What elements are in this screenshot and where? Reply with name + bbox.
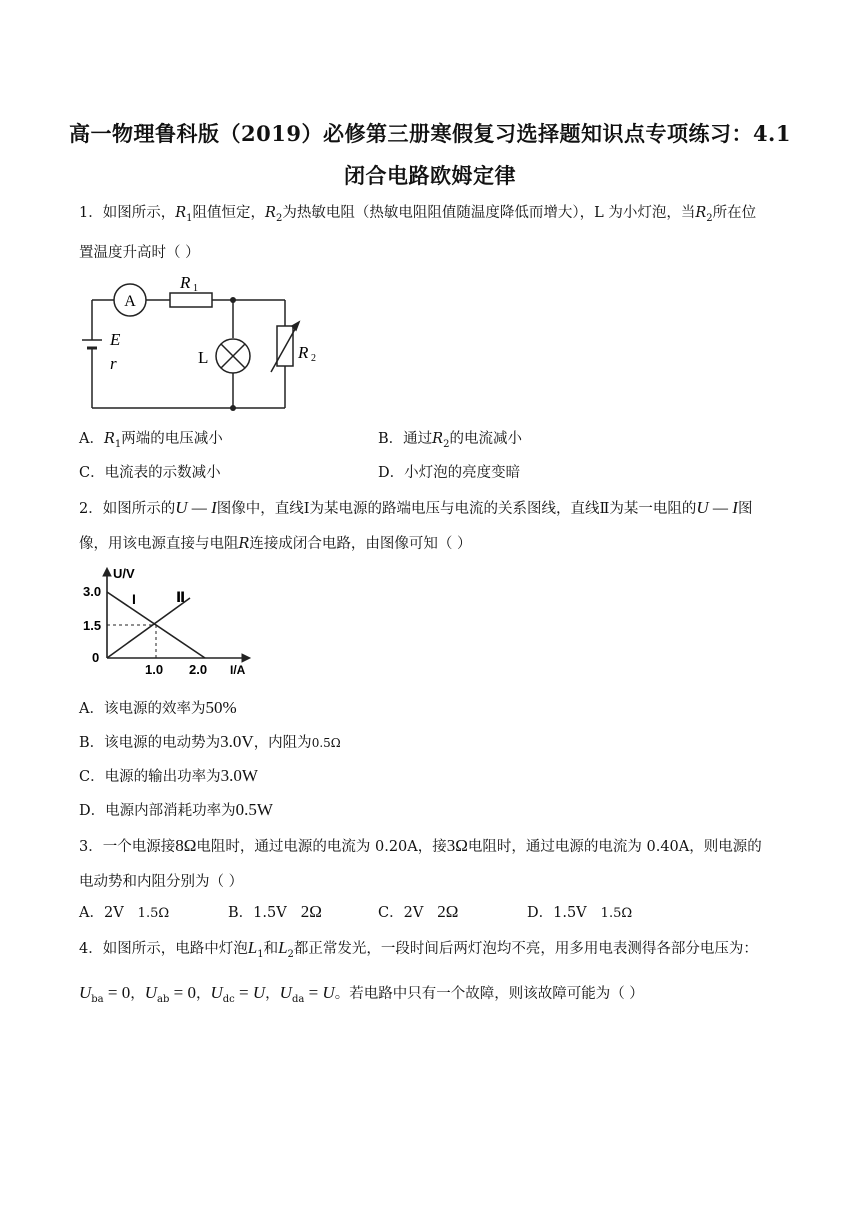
separator: ， xyxy=(196,986,211,1002)
option-value: 3.0W xyxy=(220,766,258,785)
x-tick-2: 2.0 xyxy=(189,662,208,677)
option-text: ，内阻为 xyxy=(253,735,312,751)
stem-text: 置温度升高时（ ） xyxy=(79,244,200,261)
equation-rhs: = 0 xyxy=(169,983,196,1002)
lamp-label: L xyxy=(198,348,209,367)
separator: ， xyxy=(265,986,280,1002)
resistance-value: 8Ω xyxy=(175,836,197,855)
question-1-stem xyxy=(79,196,785,271)
var-l: L xyxy=(247,938,258,957)
question-4-stem-line-2 xyxy=(79,982,644,1005)
r1-subscript: 1 xyxy=(193,283,198,294)
question-2-stem xyxy=(79,490,785,562)
option-value: 0.5W xyxy=(235,800,273,819)
q1-option-b[interactable] xyxy=(378,427,522,450)
question-number: 4． xyxy=(79,941,103,957)
resistance-value: 3Ω xyxy=(446,836,468,855)
stem-text: 电阻时，通过电源的电流为 0.40A，则电源的 xyxy=(467,839,762,855)
q3-option-d[interactable] xyxy=(527,901,632,922)
document-title-line-1: 高一物理鲁科版（2019）必修第三册寒假复习选择题知识点专项练习：4.1 xyxy=(69,121,791,146)
r2-label: R xyxy=(298,343,309,362)
q2-option-b[interactable] xyxy=(79,731,341,752)
stem-text: 电阻时，通过电源的电流为 0.20A，接 xyxy=(196,839,447,855)
internal-resistance-label: r xyxy=(110,354,117,373)
option-value: 2Ω xyxy=(300,902,322,921)
option-value: 50% xyxy=(205,698,237,717)
option-label: B．1.5V xyxy=(228,905,287,921)
question-4-stem-line-1 xyxy=(79,937,758,960)
stem-text: 图像中，直线Ⅰ为某电源的路端电压与电流的关系图线，直线Ⅱ为某一电阻的 xyxy=(216,501,697,517)
var-u: U xyxy=(252,983,266,1002)
option-value: 2Ω xyxy=(437,902,459,921)
y-axis-label: U/V xyxy=(113,566,135,581)
stem-text: 一个电源接 xyxy=(102,839,176,855)
equation-rhs: = 0 xyxy=(103,983,131,1002)
stem-text: 和 xyxy=(263,941,279,957)
var-u: U xyxy=(144,983,158,1002)
q3-option-c[interactable] xyxy=(378,901,458,922)
stem-text: 如图所示的 xyxy=(102,501,176,517)
var-r: R xyxy=(695,205,707,221)
option-label: A．该电源的效率为 xyxy=(79,701,206,717)
subscript: 2 xyxy=(443,438,450,450)
stem-text: 图 xyxy=(737,501,753,517)
var-r: R xyxy=(103,431,115,447)
q2-option-a[interactable] xyxy=(79,697,237,718)
r1-label: R xyxy=(180,273,191,292)
option-value: 1.5Ω xyxy=(600,906,633,921)
r2-subscript: 2 xyxy=(311,353,316,364)
option-label: C．电源的输出功率为 xyxy=(79,769,221,785)
var-u: U xyxy=(210,983,223,1002)
origin-label: 0 xyxy=(92,650,100,665)
subscript: 2 xyxy=(287,948,294,960)
option-label: B．通过 xyxy=(378,431,433,447)
equals-sign: = xyxy=(234,983,253,1002)
option-value: 0.5Ω xyxy=(311,736,341,750)
var-r: R xyxy=(175,205,187,221)
stem-text: 如图所示，电路中灯泡 xyxy=(102,941,248,957)
var-u: U xyxy=(322,983,335,1002)
u-i-graph-q2 xyxy=(80,566,260,678)
subscript: 2 xyxy=(275,212,283,224)
subscript: ba xyxy=(91,993,104,1005)
question-number: 2． xyxy=(79,501,103,517)
var-r: R xyxy=(432,431,444,447)
stem-text: 像，用该电源直接与电阻 xyxy=(79,536,239,552)
stem-text: 电动势和内阻分别为（ ） xyxy=(79,874,244,890)
u-i-notation: U — I xyxy=(696,498,738,517)
option-text: 两端的电压减小 xyxy=(121,431,223,447)
subscript: 2 xyxy=(706,212,713,224)
option-label: A．2V xyxy=(79,905,124,921)
stem-text: 为热敏电阻（热敏电阻阻值随温度降低而增大），L 为小灯泡，当 xyxy=(282,205,696,221)
stem-text: 如图所示， xyxy=(102,205,176,221)
var-u: U xyxy=(279,983,292,1002)
y-tick-3: 3.0 xyxy=(83,584,102,599)
subscript: dc xyxy=(222,993,235,1005)
option-label: C．2V xyxy=(378,905,424,921)
question-3-stem xyxy=(79,828,785,900)
stem-text: 都正常发光，一段时间后两灯泡均不亮，用多用电表测得各部分电压为： xyxy=(293,941,758,957)
option-value: 1.5Ω xyxy=(137,906,170,921)
document-title-line-2: 闭合电路欧姆定律 xyxy=(344,163,516,188)
subscript: 1 xyxy=(257,948,264,960)
subscript: ab xyxy=(157,993,170,1005)
q1-option-c[interactable]: C．电流表的示数减小 xyxy=(79,465,221,481)
q3-option-b[interactable] xyxy=(228,901,322,922)
subscript: da xyxy=(291,993,305,1005)
stem-text: 阻值恒定， xyxy=(192,205,266,221)
line-ii-label: Ⅱ xyxy=(176,589,186,605)
y-tick-1-5: 1.5 xyxy=(83,618,102,633)
var-r: R xyxy=(238,536,250,552)
u-i-notation: U — I xyxy=(175,498,217,517)
equals-sign: = xyxy=(304,983,323,1002)
x-axis-label: I/A xyxy=(230,663,246,677)
line-i-label: I xyxy=(132,591,136,607)
emf-label: E xyxy=(110,330,121,349)
resistor-r1 xyxy=(170,293,212,307)
q1-option-a[interactable] xyxy=(79,427,223,450)
var-u: U xyxy=(79,983,92,1002)
option-label: A． xyxy=(79,431,104,447)
q2-option-d[interactable] xyxy=(79,799,273,820)
option-text: 的电流减小 xyxy=(449,431,522,447)
var-r: R xyxy=(265,205,276,221)
stem-text: 所在位 xyxy=(712,205,757,221)
q1-option-d[interactable]: D．小灯泡的亮度变暗 xyxy=(378,465,521,481)
question-number: 3． xyxy=(79,839,103,855)
separator: ， xyxy=(130,986,145,1002)
q2-option-c[interactable] xyxy=(79,765,258,786)
ammeter-label: A xyxy=(124,293,136,310)
var-l: L xyxy=(278,938,288,957)
option-label: D．电源内部消耗功率为 xyxy=(79,803,236,819)
stem-text: 。若电路中只有一个故障，则该故障可能为（ ） xyxy=(334,986,644,1002)
circuit-diagram-q1 xyxy=(80,268,340,418)
stem-text: 连接成闭合电路，由图像可知（ ） xyxy=(249,536,472,552)
question-number: 1． xyxy=(79,205,103,221)
x-tick-1: 1.0 xyxy=(145,662,164,677)
line-ii xyxy=(107,598,190,658)
option-label: D．1.5V xyxy=(527,905,587,921)
option-value: 3.0V xyxy=(220,732,254,751)
q3-option-a[interactable] xyxy=(79,901,169,922)
subscript: 1 xyxy=(186,212,193,224)
subscript: 1 xyxy=(114,438,122,450)
option-label: B．该电源的电动势为 xyxy=(79,735,221,751)
